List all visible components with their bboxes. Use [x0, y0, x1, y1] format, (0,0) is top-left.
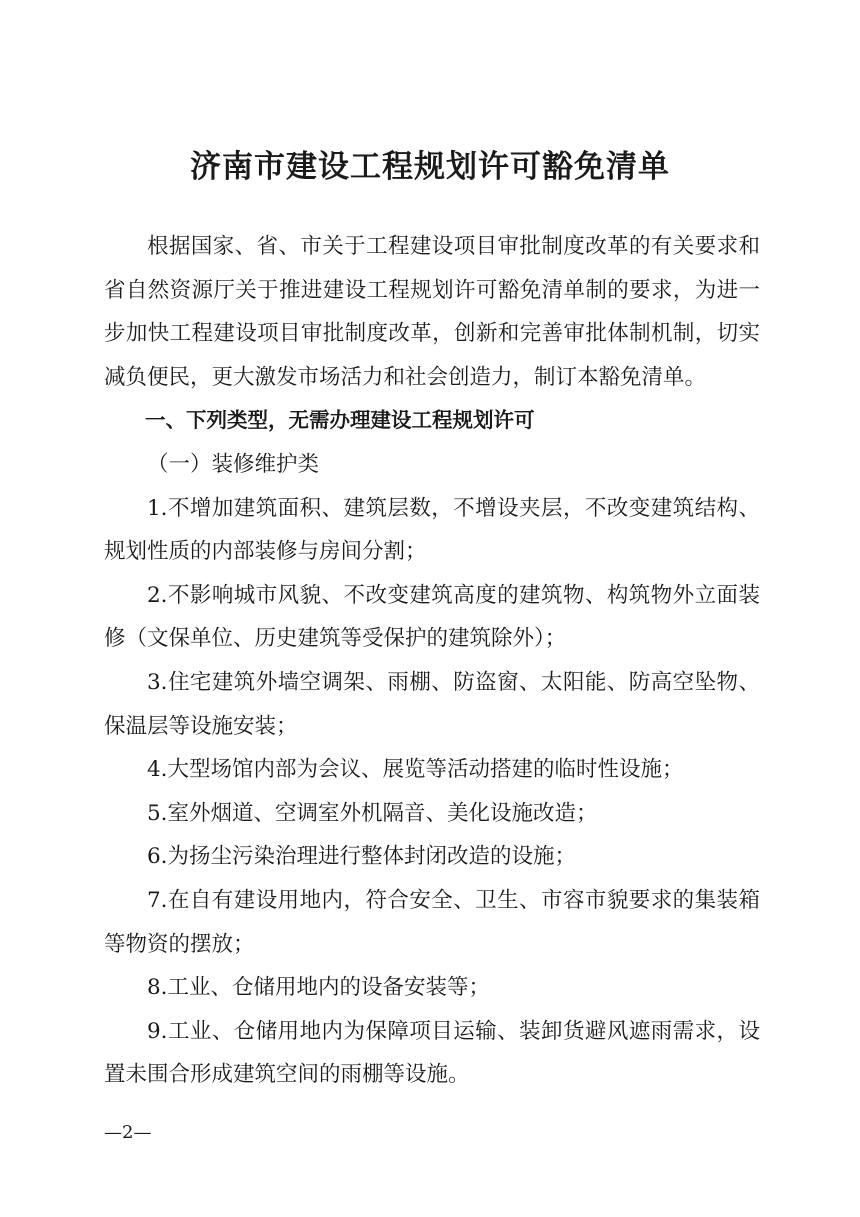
list-item-8: 8.工业、仓储用地内的设备安装等；	[147, 975, 491, 1001]
section-heading: 一、下列类型，无需办理建设工程规划许可	[145, 408, 535, 433]
list-item-7: 7.在自有建设用地内，符合安全、卫生、市容市貌要求的集装箱等物资的摆放；	[104, 887, 760, 957]
list-item-1: 1.不增加建筑面积、建筑层数，不增设夹层，不改变建筑结构、规划性质的内部装修与房间分割；	[104, 495, 760, 565]
list-item-2: 2.不影响城市风貌、不改变建筑高度的建筑物、构筑物外立面装修（文保单位、历史建筑等受保护的建筑除外）；	[104, 582, 760, 652]
document-title: 济南市建设工程规划许可豁免清单	[190, 149, 670, 185]
list-item-9: 9.工业、仓储用地内为保障项目运输、装卸货避风遮雨需求，设置未围合形成建筑空间的雨棚等设施。	[104, 1018, 760, 1088]
intro-paragraph: 根据国家、省、市关于工程建设项目审批制度改革的有关要求和省自然资源厅关于推进建设工程规划许可豁免清单制的要求，为进一步加快工程建设项目审批制度改革，创新和完善审批体制机制，切实减负便民，更大激发市场活力和社会创造力，制订本豁免清单。	[104, 234, 760, 390]
document-body	[104, 225, 760, 1097]
page-number: —2—	[104, 1122, 152, 1143]
subsection-heading: （一）装修维护类	[147, 451, 320, 477]
list-item-3: 3.住宅建筑外墙空调架、雨棚、防盗窗、太阳能、防高空坠物、保温层等设施安装；	[104, 669, 760, 739]
list-item-6: 6.为扬尘污染治理进行整体封闭改造的设施；	[147, 844, 577, 870]
list-item-5: 5.室外烟道、空调室外机隔音、美化设施改造；	[147, 800, 598, 826]
list-item-4: 4.大型场馆内部为会议、展览等活动搭建的临时性设施；	[147, 757, 684, 783]
